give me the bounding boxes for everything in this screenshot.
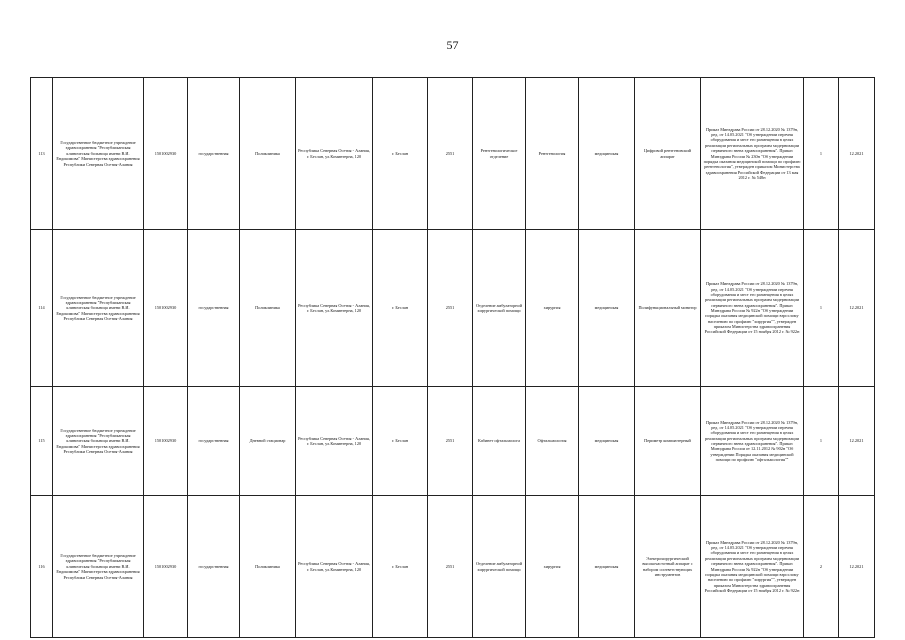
unit-type: Поликлиника bbox=[240, 230, 296, 387]
department: Кабинет офтальмолога bbox=[473, 387, 526, 496]
city: г. Беслан bbox=[373, 78, 428, 230]
page-number: 57 bbox=[446, 38, 459, 52]
city: г. Беслан bbox=[373, 230, 428, 387]
code: 2551 bbox=[428, 230, 473, 387]
table-row bbox=[31, 230, 875, 387]
deadline-date: 12.2021 bbox=[839, 387, 875, 496]
deadline-date: 12.2021 bbox=[839, 496, 875, 638]
ownership-form: государственная bbox=[188, 496, 240, 638]
city: г. Беслан bbox=[373, 387, 428, 496]
specialty: Рентгенология bbox=[526, 78, 579, 230]
specialty: хирургия bbox=[526, 496, 579, 638]
specialty: Офтальмология bbox=[526, 387, 579, 496]
address: Республика Северная Осетия - Алания, г. Беслан, ул.Коминтерна, 120 bbox=[296, 387, 373, 496]
code: 2551 bbox=[428, 78, 473, 230]
row-number: 115 bbox=[31, 387, 53, 496]
department: Рентгенологическое отделение bbox=[473, 78, 526, 230]
deadline-date: 12.2021 bbox=[839, 230, 875, 387]
ownership-form: государственная bbox=[188, 78, 240, 230]
equipment-name: Периметр компьютерный bbox=[635, 387, 701, 496]
legal-basis: Приказ Минздрава России от 28.12.2020 № 1379н, ред. от 14.05.2021 "Об утверждении перечня оборудования и мест его размещения в целях реализации региональных программ модернизации первичного звена здравоохранения". Приказ Минздрава России № 922н "Об утверждении порядка оказания медицинской помощи взрослому населению по профилю "хирургия"", утвержден приказом Министерства здравоохранения Российской Федерации от 15 ноября 2012 г. № 922н bbox=[701, 496, 804, 638]
unit-type: Поликлиника bbox=[240, 496, 296, 638]
category: медицинская bbox=[579, 387, 635, 496]
address: Республика Северная Осетия - Алания, г. Беслан, ул.Коминтерна, 120 bbox=[296, 78, 373, 230]
category: медицинская bbox=[579, 78, 635, 230]
legal-basis: Приказ Минздрава России от 28.12.2020 № 1379н, ред. от 14.05.2021 "Об утверждении перечня оборудования и мест его размещения в целях реализации региональных программ модернизации первичного звена здравоохранения". Приказ Минздрава России от 12.11.2012 № 902н "Об утверждении Порядка оказания медицинской помощи по профилю "офтальмология"" bbox=[701, 387, 804, 496]
organization-name: Государственное бюджетное учреждение здравоохранения "Республиканская клиническая больница имени В.И. Евдокимова" Министерства здравоохранения Республики Северная Осетия-Алания bbox=[53, 496, 144, 638]
quantity: 1 bbox=[804, 387, 839, 496]
department: Отделение амбулаторной хирургической помощи bbox=[473, 496, 526, 638]
address: Республика Северная Осетия - Алания, г. Беслан, ул.Коминтерна, 120 bbox=[296, 230, 373, 387]
ownership-form: государственная bbox=[188, 230, 240, 387]
deadline-date: 12.2021 bbox=[839, 78, 875, 230]
organization-name: Государственное бюджетное учреждение здравоохранения "Республиканская клиническая больница имени В.И. Евдокимова" Министерства здравоохранения Республики Северная Осетия-Алания bbox=[53, 230, 144, 387]
department: Отделение амбулаторной хирургической помощи bbox=[473, 230, 526, 387]
legal-basis: Приказ Минздрава России от 28.12.2020 № 1379н, ред. от 14.05.2021 "Об утверждении перечня оборудования и мест его размещения в целях реализации региональных программ модернизации первичного звена здравоохранения". Приказ Минздрава России № 230н "Об утверждении порядка оказания медицинской помощи по профилю рентгенология", утвержден приказом Министерства здравоохранения Российской Федерации от 13 мая 2012 г. № 548н bbox=[701, 78, 804, 230]
organization-name: Государственное бюджетное учреждение здравоохранения "Республиканская клиническая больница имени В.И. Евдокимова" Министерства здравоохранения Республики Северная Осетия-Алания bbox=[53, 78, 144, 230]
code: 2551 bbox=[428, 496, 473, 638]
category: медицинская bbox=[579, 496, 635, 638]
row-number: 114 bbox=[31, 230, 53, 387]
category: медицинская bbox=[579, 230, 635, 387]
code: 2551 bbox=[428, 387, 473, 496]
inn-code: 1501002930 bbox=[144, 496, 188, 638]
equipment-name: Цифровой рентгеновский аппарат bbox=[635, 78, 701, 230]
equipment-name: Полифункциональный монитор bbox=[635, 230, 701, 387]
legal-basis: Приказ Минздрава России от 28.12.2020 № 1379н, ред. от 14.05.2021 "Об утверждении перечня оборудования и мест его размещения в целях реализации региональных программ модернизации первичного звена здравоохранения". Приказ Минздрава России № 922н "Об утверждении порядка оказания медицинской помощи взрослому населению по профилю "хирургия"", утвержден приказом Министерства здравоохранения Российской Федерации от 15 ноября 2012 г. № 922н bbox=[701, 230, 804, 387]
equipment-register-table bbox=[30, 77, 875, 638]
quantity: 1 bbox=[804, 78, 839, 230]
specialty: хирургия bbox=[526, 230, 579, 387]
quantity: 1 bbox=[804, 230, 839, 387]
unit-type: Дневной стационар bbox=[240, 387, 296, 496]
inn-code: 1501002930 bbox=[144, 78, 188, 230]
equipment-name: Электрохирургический высокочастотный аппарат с набором соответствующих инструментов bbox=[635, 496, 701, 638]
quantity: 2 bbox=[804, 496, 839, 638]
unit-type: Поликлиника bbox=[240, 78, 296, 230]
city: г. Беслан bbox=[373, 496, 428, 638]
row-number: 113 bbox=[31, 78, 53, 230]
table-row bbox=[31, 78, 875, 230]
organization-name: Государственное бюджетное учреждение здравоохранения "Республиканская клиническая больница имени В.И. Евдокимова" Министерства здравоохранения Республики Северная Осетия-Алания bbox=[53, 387, 144, 496]
address: Республика Северная Осетия - Алания, г. Беслан, ул.Коминтерна, 120 bbox=[296, 496, 373, 638]
ownership-form: государственная bbox=[188, 387, 240, 496]
inn-code: 1501002930 bbox=[144, 230, 188, 387]
table-row bbox=[31, 496, 875, 638]
row-number: 116 bbox=[31, 496, 53, 638]
inn-code: 1501002930 bbox=[144, 387, 188, 496]
table-row bbox=[31, 387, 875, 496]
